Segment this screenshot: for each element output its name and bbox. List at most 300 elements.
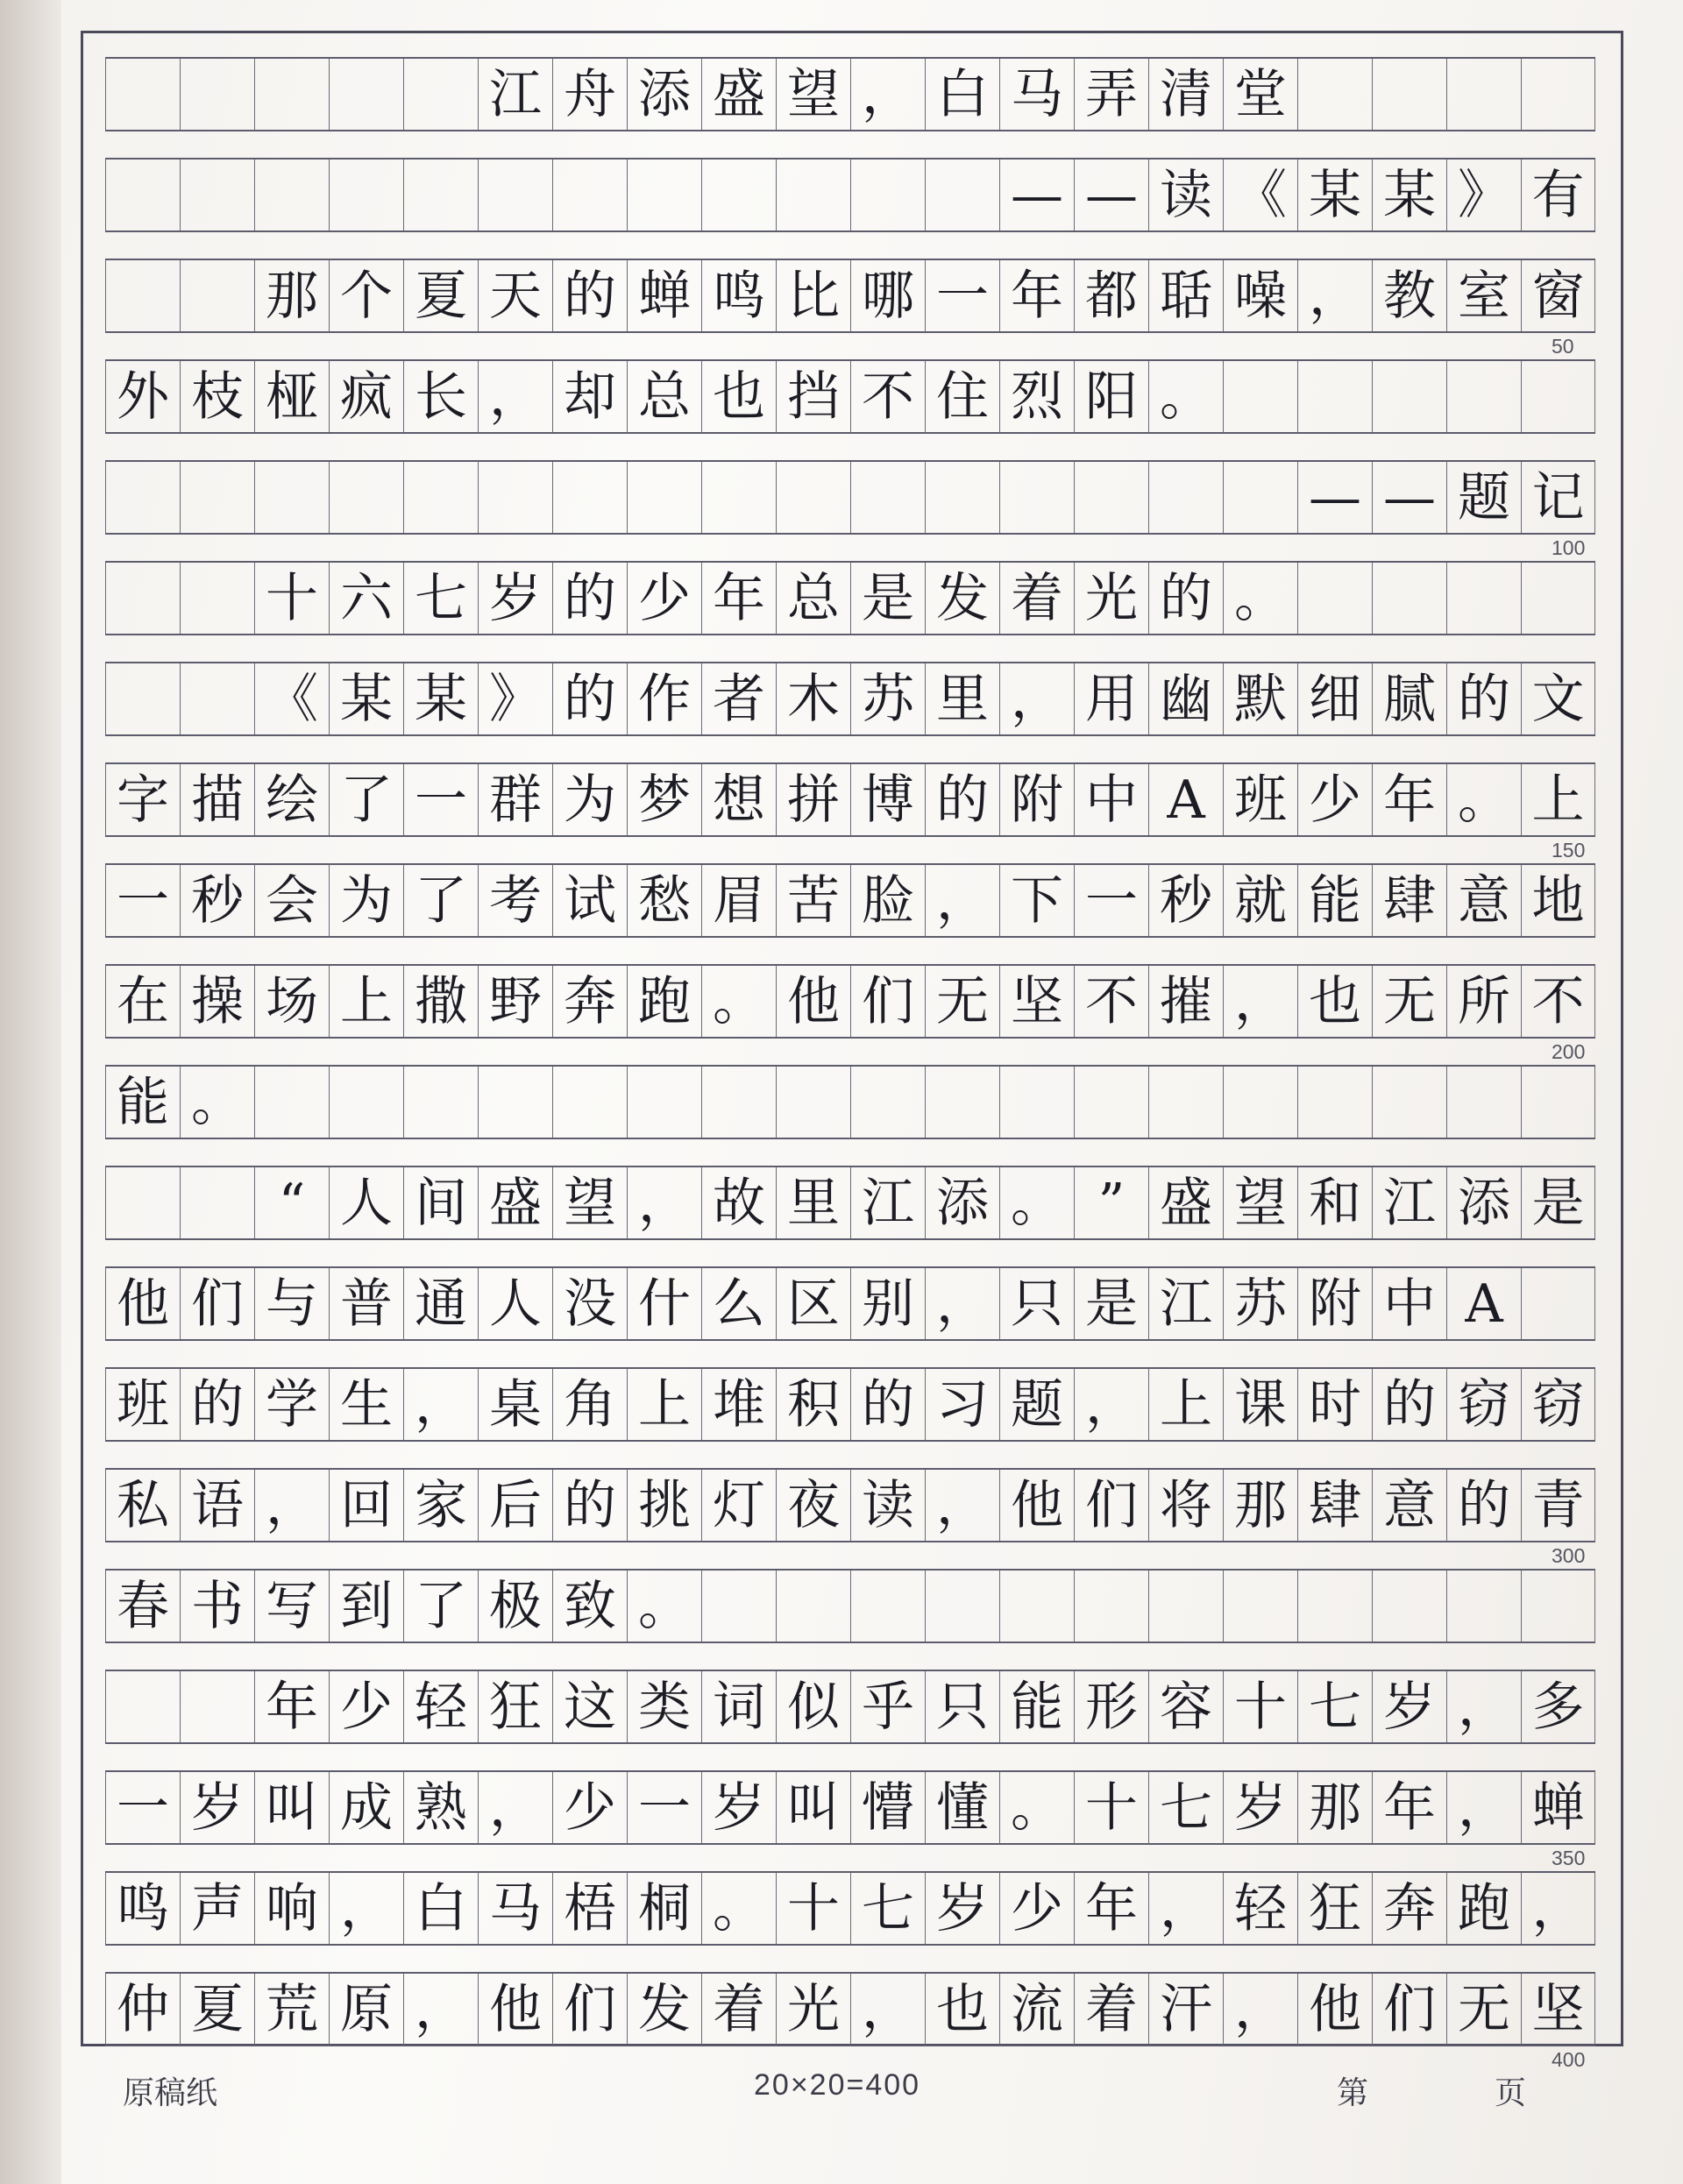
manuscript-row — [105, 1569, 1595, 1643]
grid-cell: 《 — [1223, 160, 1297, 230]
grid-cell: 和 — [1297, 1167, 1372, 1238]
grid-cell — [1446, 59, 1521, 130]
grid-cell — [329, 462, 403, 533]
grid-cell — [329, 160, 403, 230]
grid-cell: 不 — [1074, 966, 1148, 1037]
grid-cell — [627, 160, 701, 230]
grid-cell: 一 — [105, 865, 180, 936]
grid-cell — [180, 563, 254, 634]
grid-cell: 记 — [1521, 462, 1595, 533]
grid-cell: 也 — [925, 1974, 999, 2045]
grid-cell: 为 — [329, 865, 403, 936]
grid-cell: 白 — [925, 59, 999, 130]
grid-cell: 野 — [478, 966, 552, 1037]
grid-cell: 故 — [701, 1167, 776, 1238]
grid-cell: 轻 — [403, 1671, 478, 1742]
grid-cell — [254, 462, 329, 533]
grid-cell: 腻 — [1372, 663, 1446, 734]
grid-cell — [1297, 1067, 1372, 1138]
grid-cell: ， — [850, 59, 925, 130]
grid-cell — [1297, 563, 1372, 634]
grid-cell: 么 — [701, 1268, 776, 1339]
grid-cell: 却 — [552, 361, 627, 432]
grid-cell: 着 — [701, 1974, 776, 2045]
grid-cell: 熟 — [403, 1772, 478, 1843]
grid-cell: 少 — [552, 1772, 627, 1843]
grid-cell: 上 — [1148, 1369, 1223, 1440]
grid-cell: 窃 — [1446, 1369, 1521, 1440]
grid-cell: 桐 — [627, 1873, 701, 1944]
grid-cell — [105, 563, 180, 634]
grid-cell: ， — [999, 663, 1074, 734]
grid-cell: 们 — [850, 966, 925, 1037]
grid-cell — [552, 160, 627, 230]
grid-cell: 。 — [999, 1167, 1074, 1238]
grid-cell: 间 — [403, 1167, 478, 1238]
grid-cell: 场 — [254, 966, 329, 1037]
grid-cell — [776, 160, 850, 230]
grid-cell — [1446, 1067, 1521, 1138]
grid-cell — [552, 462, 627, 533]
grid-cell: 望 — [1223, 1167, 1297, 1238]
grid-cell: 地 — [1521, 865, 1595, 936]
grid-cell: 这 — [552, 1671, 627, 1742]
grid-cell: 在 — [105, 966, 180, 1037]
grid-cell: 能 — [105, 1067, 180, 1138]
grid-cell: 江 — [850, 1167, 925, 1238]
grid-cell: ， — [1223, 966, 1297, 1037]
grid-cell: 用 — [1074, 663, 1148, 734]
grid-cell: 那 — [1223, 1470, 1297, 1541]
grid-cell: 某 — [1372, 160, 1446, 230]
grid-cell — [1521, 1067, 1595, 1138]
manuscript-row — [105, 158, 1595, 232]
grid-cell: 发 — [925, 563, 999, 634]
grid-cell: 普 — [329, 1268, 403, 1339]
grid-cell: 懂 — [925, 1772, 999, 1843]
grid-cell: 十 — [1223, 1671, 1297, 1742]
grid-cell: 的 — [1446, 663, 1521, 734]
char-count-marker: 200 — [1552, 1040, 1586, 1063]
grid-cell: 。 — [1446, 764, 1521, 835]
grid-cell: 秒 — [1148, 865, 1223, 936]
grid-cell: ， — [478, 1772, 552, 1843]
grid-cell: 堂 — [1223, 59, 1297, 130]
grid-cell: 《 — [254, 663, 329, 734]
manuscript-row — [105, 964, 1595, 1039]
grid-cell: 家 — [403, 1470, 478, 1541]
grid-cell: 们 — [552, 1974, 627, 2045]
grid-cell: 也 — [701, 361, 776, 432]
grid-cell: 着 — [999, 563, 1074, 634]
manuscript-row — [105, 1770, 1595, 1845]
grid-cell: 堆 — [701, 1369, 776, 1440]
grid-cell — [850, 1067, 925, 1138]
grid-cell: 的 — [850, 1369, 925, 1440]
grid-cell — [180, 160, 254, 230]
grid-cell: 添 — [925, 1167, 999, 1238]
grid-cell: 总 — [627, 361, 701, 432]
grid-cell: 。 — [627, 1571, 701, 1642]
grid-cell: 年 — [999, 260, 1074, 331]
grid-cell — [478, 462, 552, 533]
grid-cell — [850, 160, 925, 230]
grid-cell: 白 — [403, 1873, 478, 1944]
grid-cell: 他 — [1297, 1974, 1372, 2045]
grid-cell: 住 — [925, 361, 999, 432]
grid-cell: 班 — [1223, 764, 1297, 835]
grid-cell: 汗 — [1148, 1974, 1223, 2045]
grid-cell: 者 — [701, 663, 776, 734]
grid-cell — [925, 1571, 999, 1642]
grid-cell: 七 — [1297, 1671, 1372, 1742]
grid-cell: A — [1446, 1268, 1521, 1339]
grid-cell: 附 — [999, 764, 1074, 835]
grid-cell: 桠 — [254, 361, 329, 432]
grid-cell: 岁 — [1372, 1671, 1446, 1742]
grid-cell: 们 — [1372, 1974, 1446, 2045]
grid-cell — [403, 462, 478, 533]
grid-cell: 意 — [1372, 1470, 1446, 1541]
grid-cell: 年 — [1372, 764, 1446, 835]
grid-cell — [1521, 59, 1595, 130]
grid-cell — [1372, 1067, 1446, 1138]
grid-cell: 一 — [925, 260, 999, 331]
grid-cell: 想 — [701, 764, 776, 835]
grid-cell: 撒 — [403, 966, 478, 1037]
grid-cell: 学 — [254, 1369, 329, 1440]
grid-cell: 鸣 — [701, 260, 776, 331]
grid-cell: 将 — [1148, 1470, 1223, 1541]
grid-cell: 下 — [999, 865, 1074, 936]
grid-cell: 一 — [627, 1772, 701, 1843]
grid-cell: 年 — [254, 1671, 329, 1742]
grid-cell: 跑 — [1446, 1873, 1521, 1944]
grid-cell: 肆 — [1372, 865, 1446, 936]
grid-cell: 夏 — [403, 260, 478, 331]
grid-cell: ， — [925, 865, 999, 936]
grid-cell — [701, 462, 776, 533]
manuscript-row — [105, 762, 1595, 837]
grid-cell: 七 — [403, 563, 478, 634]
grid-cell — [1223, 1571, 1297, 1642]
manuscript-row — [105, 1972, 1595, 2046]
grid-cell — [1297, 59, 1372, 130]
grid-cell: 区 — [776, 1268, 850, 1339]
grid-cell: ” — [1074, 1167, 1148, 1238]
grid-cell: 清 — [1148, 59, 1223, 130]
grid-cell: 望 — [776, 59, 850, 130]
grid-cell: 》 — [1446, 160, 1521, 230]
grid-cell: ， — [1074, 1369, 1148, 1440]
grid-cell: 桌 — [478, 1369, 552, 1440]
grid-cell: “ — [254, 1167, 329, 1238]
grid-cell: 的 — [1372, 1369, 1446, 1440]
grid-cell: 容 — [1148, 1671, 1223, 1742]
grid-cell: 中 — [1074, 764, 1148, 835]
grid-cell: 愁 — [627, 865, 701, 936]
grid-cell: 群 — [478, 764, 552, 835]
grid-cell: 光 — [1074, 563, 1148, 634]
grid-cell: — — [1372, 462, 1446, 533]
grid-cell: 狂 — [478, 1671, 552, 1742]
grid-cell: 了 — [403, 865, 478, 936]
char-count-marker: 300 — [1552, 1544, 1586, 1567]
grid-cell: 叫 — [254, 1772, 329, 1843]
grid-cell — [105, 260, 180, 331]
grid-cell: 的 — [1148, 563, 1223, 634]
grid-cell: 六 — [329, 563, 403, 634]
grid-cell: ， — [925, 1470, 999, 1541]
grid-cell: 他 — [999, 1470, 1074, 1541]
grid-cell: 生 — [329, 1369, 403, 1440]
grid-cell: 他 — [105, 1268, 180, 1339]
grid-cell: 到 — [329, 1571, 403, 1642]
grid-cell — [850, 462, 925, 533]
grid-cell: 什 — [627, 1268, 701, 1339]
grid-spec-label: 20×20=400 — [754, 2068, 921, 2102]
grid-cell: 岁 — [1223, 1772, 1297, 1843]
grid-cell: 角 — [552, 1369, 627, 1440]
grid-cell: 文 — [1521, 663, 1595, 734]
grid-cell: ， — [478, 361, 552, 432]
grid-cell: 少 — [999, 1873, 1074, 1944]
grid-cell: 蝉 — [1521, 1772, 1595, 1843]
grid-cell — [1521, 361, 1595, 432]
grid-cell: 的 — [925, 764, 999, 835]
grid-cell: 舟 — [552, 59, 627, 130]
grid-cell: 他 — [478, 1974, 552, 2045]
grid-cell: 无 — [1372, 966, 1446, 1037]
grid-cell: 只 — [925, 1671, 999, 1742]
grid-cell: 十 — [776, 1873, 850, 1944]
grid-cell: 会 — [254, 865, 329, 936]
grid-cell: ， — [403, 1369, 478, 1440]
grid-cell — [105, 1671, 180, 1742]
grid-cell: 后 — [478, 1470, 552, 1541]
grid-cell — [1223, 361, 1297, 432]
grid-cell: 夏 — [180, 1974, 254, 2045]
grid-cell: 青 — [1521, 1470, 1595, 1541]
grid-cell: 一 — [403, 764, 478, 835]
grid-cell: 叫 — [776, 1772, 850, 1843]
grid-cell — [1297, 1571, 1372, 1642]
grid-cell — [180, 260, 254, 331]
grid-cell — [105, 1167, 180, 1238]
grid-cell: 似 — [776, 1671, 850, 1742]
grid-cell — [329, 59, 403, 130]
grid-cell: 少 — [627, 563, 701, 634]
grid-cell: 拼 — [776, 764, 850, 835]
grid-cell: 读 — [1148, 160, 1223, 230]
grid-cell: 盛 — [701, 59, 776, 130]
grid-cell: 语 — [180, 1470, 254, 1541]
grid-cell — [925, 160, 999, 230]
grid-cell: 意 — [1446, 865, 1521, 936]
grid-cell — [180, 663, 254, 734]
grid-cell: ， — [254, 1470, 329, 1541]
grid-cell — [180, 462, 254, 533]
grid-cell — [701, 160, 776, 230]
grid-cell: 梧 — [552, 1873, 627, 1944]
manuscript-row — [105, 1266, 1595, 1341]
grid-cell: 。 — [180, 1067, 254, 1138]
grid-cell: 马 — [999, 59, 1074, 130]
manuscript-row — [105, 561, 1595, 635]
grid-cell: 春 — [105, 1571, 180, 1642]
grid-cell: 写 — [254, 1571, 329, 1642]
grid-cell: 的 — [180, 1369, 254, 1440]
grid-cell: 为 — [552, 764, 627, 835]
grid-cell: 课 — [1223, 1369, 1297, 1440]
grid-cell: 试 — [552, 865, 627, 936]
grid-cell: 摧 — [1148, 966, 1223, 1037]
grid-cell: 噪 — [1223, 260, 1297, 331]
grid-cell: 回 — [329, 1470, 403, 1541]
grid-cell: 是 — [850, 563, 925, 634]
grid-cell: 年 — [701, 563, 776, 634]
grid-cell: 岁 — [180, 1772, 254, 1843]
grid-cell: 乎 — [850, 1671, 925, 1742]
grid-cell: ， — [403, 1974, 478, 2045]
grid-cell: 的 — [552, 1470, 627, 1541]
grid-cell: 都 — [1074, 260, 1148, 331]
grid-cell: 轻 — [1223, 1873, 1297, 1944]
grid-cell — [1148, 1571, 1223, 1642]
grid-cell: 某 — [1297, 160, 1372, 230]
grid-cell — [1521, 1268, 1595, 1339]
grid-cell: ， — [925, 1268, 999, 1339]
grid-cell — [1446, 361, 1521, 432]
grid-cell — [1446, 563, 1521, 634]
grid-cell — [999, 1067, 1074, 1138]
grid-cell: 窗 — [1521, 260, 1595, 331]
grid-cell: 肆 — [1297, 1470, 1372, 1541]
grid-cell: 题 — [1446, 462, 1521, 533]
paper-type-label: 原稿纸 — [123, 2074, 218, 2110]
grid-cell: 一 — [105, 1772, 180, 1843]
grid-cell: ， — [850, 1974, 925, 2045]
grid-cell: 添 — [627, 59, 701, 130]
grid-cell: 题 — [999, 1369, 1074, 1440]
grid-cell: 成 — [329, 1772, 403, 1843]
grid-cell: 望 — [552, 1167, 627, 1238]
grid-cell: 原 — [329, 1974, 403, 2045]
grid-cell — [1223, 462, 1297, 533]
manuscript-row — [105, 863, 1595, 938]
grid-cell: 某 — [403, 663, 478, 734]
grid-cell — [1372, 1571, 1446, 1642]
grid-cell: 书 — [180, 1571, 254, 1642]
grid-cell: 荒 — [254, 1974, 329, 2045]
grid-cell: 》 — [478, 663, 552, 734]
grid-cell: 马 — [478, 1873, 552, 1944]
grid-cell: 脸 — [850, 865, 925, 936]
manuscript-row — [105, 1468, 1595, 1542]
grid-cell: 的 — [552, 663, 627, 734]
grid-cell: 。 — [1148, 361, 1223, 432]
grid-cell: 阳 — [1074, 361, 1148, 432]
grid-cell: 作 — [627, 663, 701, 734]
grid-cell: 江 — [478, 59, 552, 130]
grid-cell: 十 — [1074, 1772, 1148, 1843]
grid-cell: 眉 — [701, 865, 776, 936]
grid-cell — [850, 1571, 925, 1642]
grid-cell — [105, 160, 180, 230]
grid-cell: 响 — [254, 1873, 329, 1944]
grid-cell: 挡 — [776, 361, 850, 432]
grid-cell: 盛 — [478, 1167, 552, 1238]
grid-cell: 七 — [1148, 1772, 1223, 1843]
grid-cell — [552, 1067, 627, 1138]
manuscript-row — [105, 1871, 1595, 1946]
grid-cell: 只 — [999, 1268, 1074, 1339]
grid-cell: 梦 — [627, 764, 701, 835]
grid-cell — [329, 1067, 403, 1138]
grid-cell: 读 — [850, 1470, 925, 1541]
grid-cell: 多 — [1521, 1671, 1595, 1742]
grid-cell: 类 — [627, 1671, 701, 1742]
grid-cell: 苏 — [1223, 1268, 1297, 1339]
grid-cell — [776, 462, 850, 533]
manuscript-row — [105, 359, 1595, 434]
grid-cell: ， — [1297, 260, 1372, 331]
grid-cell — [478, 1067, 552, 1138]
grid-cell: 光 — [776, 1974, 850, 2045]
grid-cell: 极 — [478, 1571, 552, 1642]
grid-cell: 人 — [478, 1268, 552, 1339]
grid-cell: 通 — [403, 1268, 478, 1339]
grid-cell: 时 — [1297, 1369, 1372, 1440]
grid-cell: 习 — [925, 1369, 999, 1440]
char-count-marker: 100 — [1552, 536, 1586, 559]
grid-cell: — — [1297, 462, 1372, 533]
grid-cell: 少 — [329, 1671, 403, 1742]
grid-cell: 江 — [1148, 1268, 1223, 1339]
grid-cell: 细 — [1297, 663, 1372, 734]
grid-cell — [925, 1067, 999, 1138]
grid-cell: 某 — [329, 663, 403, 734]
grid-cell — [701, 1067, 776, 1138]
char-count-marker: 150 — [1552, 839, 1586, 862]
grid-cell: ， — [1446, 1772, 1521, 1843]
grid-cell: 了 — [403, 1571, 478, 1642]
grid-cell: 绘 — [254, 764, 329, 835]
grid-cell — [403, 59, 478, 130]
grid-cell: 的 — [552, 563, 627, 634]
grid-cell: 一 — [1074, 865, 1148, 936]
grid-cell: 不 — [1521, 966, 1595, 1037]
grid-cell: 流 — [999, 1974, 1074, 2045]
grid-cell: 他 — [776, 966, 850, 1037]
grid-cell: 有 — [1521, 160, 1595, 230]
grid-cell — [180, 59, 254, 130]
grid-cell — [105, 462, 180, 533]
grid-cell: 中 — [1372, 1268, 1446, 1339]
grid-cell: 别 — [850, 1268, 925, 1339]
grid-cell — [776, 1067, 850, 1138]
grid-cell — [1074, 1067, 1148, 1138]
grid-cell: 弄 — [1074, 59, 1148, 130]
page-number-prefix: 第 — [1337, 2074, 1369, 2110]
grid-cell: 夜 — [776, 1470, 850, 1541]
grid-cell: 木 — [776, 663, 850, 734]
grid-cell — [1521, 1571, 1595, 1642]
grid-cell — [254, 160, 329, 230]
grid-cell: 。 — [701, 1873, 776, 1944]
grid-cell: 幽 — [1148, 663, 1223, 734]
grid-cell — [478, 160, 552, 230]
